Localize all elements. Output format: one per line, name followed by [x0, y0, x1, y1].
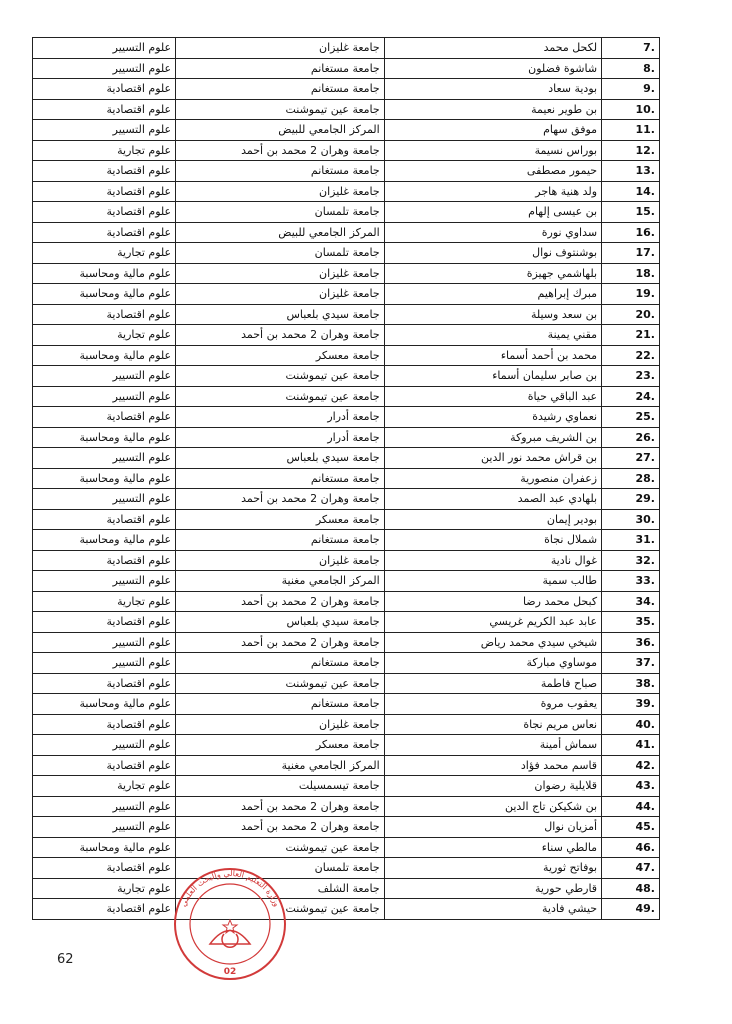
name-cell: زعفران منصورية — [384, 468, 601, 489]
university-cell: جامعة وهران 2 محمد بن أحمد — [176, 591, 385, 612]
university-cell: جامعة عين تيموشنت — [176, 899, 385, 920]
table-row — [33, 304, 660, 325]
table-row — [33, 386, 660, 407]
university-cell: جامعة غليزان — [176, 714, 385, 735]
name-cell: بن سعد وسيلة — [384, 304, 601, 325]
specialty-cell: علوم التسيير — [33, 571, 176, 592]
name-cell: بوراس نسيمة — [384, 140, 601, 161]
name-cell: بن قراش محمد نور الدين — [384, 448, 601, 469]
row-number-cell: 36. — [602, 632, 660, 653]
name-cell: بوفاتح ثورية — [384, 858, 601, 879]
university-cell: جامعة مستغانم — [176, 58, 385, 79]
university-cell: جامعة وهران 2 محمد بن أحمد — [176, 325, 385, 346]
row-number-cell: 24. — [602, 386, 660, 407]
row-number-cell: 16. — [602, 222, 660, 243]
row-number-cell: 22. — [602, 345, 660, 366]
name-cell: قارطي حورية — [384, 878, 601, 899]
name-cell: بودير إيمان — [384, 509, 601, 530]
university-cell: جامعة معسكر — [176, 509, 385, 530]
table-row — [33, 776, 660, 797]
table-row — [33, 222, 660, 243]
row-number-cell: 44. — [602, 796, 660, 817]
name-cell: غوال نادية — [384, 550, 601, 571]
row-number-cell: 17. — [602, 243, 660, 264]
name-cell: شيخي سيدي محمد رياض — [384, 632, 601, 653]
university-cell: جامعة سيدي بلعباس — [176, 304, 385, 325]
table-row — [33, 284, 660, 305]
specialty-cell: علوم اقتصادية — [33, 79, 176, 100]
table-row — [33, 591, 660, 612]
name-cell: بن صابر سليمان أسماء — [384, 366, 601, 387]
name-cell: شاشوة فضلون — [384, 58, 601, 79]
table-row — [33, 263, 660, 284]
name-cell: عبد الباقي حياة — [384, 386, 601, 407]
row-number-cell: 27. — [602, 448, 660, 469]
university-cell: جامعة غليزان — [176, 284, 385, 305]
specialty-cell: علوم مالية ومحاسبة — [33, 427, 176, 448]
name-cell: طالب سمية — [384, 571, 601, 592]
table-row — [33, 202, 660, 223]
table-row — [33, 243, 660, 264]
name-cell: موساوي مباركة — [384, 653, 601, 674]
specialty-cell: علوم التسيير — [33, 632, 176, 653]
table-row — [33, 817, 660, 838]
row-number-cell: 26. — [602, 427, 660, 448]
specialty-cell: علوم التسيير — [33, 796, 176, 817]
row-number-cell: 34. — [602, 591, 660, 612]
row-number-cell: 47. — [602, 858, 660, 879]
specialty-cell: علوم التسيير — [33, 120, 176, 141]
row-number-cell: 19. — [602, 284, 660, 305]
name-cell: حيمور مصطفى — [384, 161, 601, 182]
row-number-cell: 35. — [602, 612, 660, 633]
specialty-cell: علوم تجارية — [33, 243, 176, 264]
table-row — [33, 140, 660, 161]
university-cell: جامعة وهران 2 محمد بن أحمد — [176, 632, 385, 653]
row-number-cell: 25. — [602, 407, 660, 428]
university-cell: المركز الجامعي مغنية — [176, 571, 385, 592]
name-cell: بن شكيكن تاج الدين — [384, 796, 601, 817]
seal-number: 02 — [223, 967, 237, 977]
specialty-cell: علوم التسيير — [33, 817, 176, 838]
university-cell: جامعة معسكر — [176, 735, 385, 756]
table-row — [33, 735, 660, 756]
table-row — [33, 489, 660, 510]
name-cell: بن طوير نعيمة — [384, 99, 601, 120]
specialty-cell: علوم التسيير — [33, 735, 176, 756]
specialty-cell: علوم اقتصادية — [33, 407, 176, 428]
university-cell: جامعة غليزان — [176, 181, 385, 202]
name-cell: قلايلية رضوان — [384, 776, 601, 797]
name-cell: شملال نجاة — [384, 530, 601, 551]
specialty-cell: علوم تجارية — [33, 591, 176, 612]
specialty-cell: علوم التسيير — [33, 653, 176, 674]
specialty-cell: علوم اقتصادية — [33, 161, 176, 182]
table-row — [33, 325, 660, 346]
table-row — [33, 38, 660, 59]
university-cell: جامعة وهران 2 محمد بن أحمد — [176, 489, 385, 510]
name-cell: حيشي فادية — [384, 899, 601, 920]
results-table — [32, 37, 660, 920]
row-number-cell: 23. — [602, 366, 660, 387]
name-cell: قاسم محمد فؤاد — [384, 755, 601, 776]
row-number-cell: 8. — [602, 58, 660, 79]
table-row — [33, 694, 660, 715]
university-cell: جامعة مستغانم — [176, 653, 385, 674]
specialty-cell: علوم التسيير — [33, 366, 176, 387]
university-cell: جامعة معسكر — [176, 345, 385, 366]
name-cell: لكحل محمد — [384, 38, 601, 59]
university-cell: المركز الجامعي للبيض — [176, 120, 385, 141]
row-number-cell: 43. — [602, 776, 660, 797]
row-number-cell: 33. — [602, 571, 660, 592]
seal-text-top: وزارة التعليم العالي والبحث العلمي — [178, 868, 282, 908]
university-cell: جامعة الشلف — [176, 878, 385, 899]
specialty-cell: علوم اقتصادية — [33, 714, 176, 735]
table-row — [33, 550, 660, 571]
specialty-cell: علوم التسيير — [33, 386, 176, 407]
name-cell: بوشنتوف نوال — [384, 243, 601, 264]
table-body — [33, 38, 660, 920]
official-seal-stamp — [170, 862, 290, 992]
table-row — [33, 427, 660, 448]
table-row — [33, 509, 660, 530]
row-number-cell: 18. — [602, 263, 660, 284]
specialty-cell: علوم تجارية — [33, 776, 176, 797]
row-number-cell: 41. — [602, 735, 660, 756]
specialty-cell: علوم التسيير — [33, 58, 176, 79]
name-cell: كبحل محمد رضا — [384, 591, 601, 612]
specialty-cell: علوم اقتصادية — [33, 899, 176, 920]
row-number-cell: 40. — [602, 714, 660, 735]
university-cell: جامعة أدرار — [176, 407, 385, 428]
university-cell: جامعة سيدي بلعباس — [176, 448, 385, 469]
university-cell: جامعة سيدي بلعباس — [176, 612, 385, 633]
table-row — [33, 878, 660, 899]
row-number-cell: 21. — [602, 325, 660, 346]
specialty-cell: علوم اقتصادية — [33, 304, 176, 325]
university-cell: جامعة تيسمسيلت — [176, 776, 385, 797]
university-cell: جامعة مستغانم — [176, 468, 385, 489]
university-cell: جامعة عين تيموشنت — [176, 673, 385, 694]
name-cell: عابد عبد الكريم غريسي — [384, 612, 601, 633]
university-cell: جامعة تلمسان — [176, 243, 385, 264]
specialty-cell: علوم اقتصادية — [33, 673, 176, 694]
specialty-cell: علوم اقتصادية — [33, 202, 176, 223]
row-number-cell: 31. — [602, 530, 660, 551]
table-row — [33, 79, 660, 100]
row-number-cell: 11. — [602, 120, 660, 141]
name-cell: مقني يمينة — [384, 325, 601, 346]
name-cell: ولد هنية هاجر — [384, 181, 601, 202]
specialty-cell: علوم التسيير — [33, 448, 176, 469]
row-number-cell: 7. — [602, 38, 660, 59]
name-cell: بن الشريف مبروكة — [384, 427, 601, 448]
table-row — [33, 407, 660, 428]
specialty-cell: علوم اقتصادية — [33, 509, 176, 530]
specialty-cell: علوم اقتصادية — [33, 99, 176, 120]
university-cell: جامعة أدرار — [176, 427, 385, 448]
table-row — [33, 653, 660, 674]
table-row — [33, 714, 660, 735]
table-row — [33, 632, 660, 653]
name-cell: نعاس مريم نجاة — [384, 714, 601, 735]
table-row — [33, 530, 660, 551]
page-number: 62 — [57, 952, 74, 967]
table-row — [33, 345, 660, 366]
university-cell: جامعة عين تيموشنت — [176, 837, 385, 858]
table-row — [33, 120, 660, 141]
row-number-cell: 20. — [602, 304, 660, 325]
name-cell: يعقوب مروة — [384, 694, 601, 715]
table-row — [33, 612, 660, 633]
table-row — [33, 468, 660, 489]
specialty-cell: علوم مالية ومحاسبة — [33, 345, 176, 366]
table-row — [33, 673, 660, 694]
table-row — [33, 161, 660, 182]
name-cell: مبرك إبراهيم — [384, 284, 601, 305]
university-cell: جامعة مستغانم — [176, 79, 385, 100]
table-row — [33, 755, 660, 776]
row-number-cell: 29. — [602, 489, 660, 510]
specialty-cell: علوم مالية ومحاسبة — [33, 530, 176, 551]
row-number-cell: 14. — [602, 181, 660, 202]
university-cell: جامعة غليزان — [176, 550, 385, 571]
university-cell: جامعة غليزان — [176, 263, 385, 284]
row-number-cell: 45. — [602, 817, 660, 838]
name-cell: بلهاشمي جهيزة — [384, 263, 601, 284]
table-row — [33, 571, 660, 592]
specialty-cell: علوم تجارية — [33, 140, 176, 161]
university-cell: جامعة وهران 2 محمد بن أحمد — [176, 796, 385, 817]
row-number-cell: 49. — [602, 899, 660, 920]
specialty-cell: علوم التسيير — [33, 38, 176, 59]
specialty-cell: علوم التسيير — [33, 489, 176, 510]
name-cell: نعماوي رشيدة — [384, 407, 601, 428]
university-cell: جامعة غليزان — [176, 38, 385, 59]
name-cell: بلهادي عبد الصمد — [384, 489, 601, 510]
table-row — [33, 448, 660, 469]
name-cell: بودية سعاد — [384, 79, 601, 100]
name-cell: محمد بن أحمد أسماء — [384, 345, 601, 366]
row-number-cell: 10. — [602, 99, 660, 120]
row-number-cell: 38. — [602, 673, 660, 694]
university-cell: جامعة وهران 2 محمد بن أحمد — [176, 140, 385, 161]
specialty-cell: علوم اقتصادية — [33, 181, 176, 202]
specialty-cell: علوم مالية ومحاسبة — [33, 694, 176, 715]
university-cell: جامعة عين تيموشنت — [176, 386, 385, 407]
university-cell: جامعة مستغانم — [176, 530, 385, 551]
name-cell: سماش أمينة — [384, 735, 601, 756]
row-number-cell: 42. — [602, 755, 660, 776]
specialty-cell: علوم اقتصادية — [33, 612, 176, 633]
table-row — [33, 58, 660, 79]
table-row — [33, 99, 660, 120]
table-row — [33, 837, 660, 858]
row-number-cell: 15. — [602, 202, 660, 223]
university-cell: المركز الجامعي مغنية — [176, 755, 385, 776]
specialty-cell: علوم اقتصادية — [33, 858, 176, 879]
specialty-cell: علوم تجارية — [33, 878, 176, 899]
specialty-cell: علوم اقتصادية — [33, 550, 176, 571]
university-cell: جامعة تلمسان — [176, 202, 385, 223]
row-number-cell: 39. — [602, 694, 660, 715]
row-number-cell: 28. — [602, 468, 660, 489]
specialty-cell: علوم اقتصادية — [33, 755, 176, 776]
name-cell: مالطي سناء — [384, 837, 601, 858]
table-row — [33, 796, 660, 817]
university-cell: جامعة عين تيموشنت — [176, 99, 385, 120]
table-row — [33, 181, 660, 202]
university-cell: جامعة مستغانم — [176, 161, 385, 182]
row-number-cell: 12. — [602, 140, 660, 161]
row-number-cell: 13. — [602, 161, 660, 182]
university-cell: جامعة عين تيموشنت — [176, 366, 385, 387]
specialty-cell: علوم مالية ومحاسبة — [33, 468, 176, 489]
row-number-cell: 9. — [602, 79, 660, 100]
name-cell: صباح فاطمة — [384, 673, 601, 694]
specialty-cell: علوم اقتصادية — [33, 222, 176, 243]
specialty-cell: علوم مالية ومحاسبة — [33, 263, 176, 284]
name-cell: أمزيان نوال — [384, 817, 601, 838]
name-cell: موفق سهام — [384, 120, 601, 141]
university-cell: المركز الجامعي للبيض — [176, 222, 385, 243]
name-cell: سداوي نورة — [384, 222, 601, 243]
specialty-cell: علوم مالية ومحاسبة — [33, 837, 176, 858]
table-row — [33, 899, 660, 920]
row-number-cell: 48. — [602, 878, 660, 899]
row-number-cell: 32. — [602, 550, 660, 571]
row-number-cell: 37. — [602, 653, 660, 674]
specialty-cell: علوم تجارية — [33, 325, 176, 346]
specialty-cell: علوم مالية ومحاسبة — [33, 284, 176, 305]
university-cell: جامعة مستغانم — [176, 694, 385, 715]
row-number-cell: 30. — [602, 509, 660, 530]
university-cell: جامعة تلمسان — [176, 858, 385, 879]
name-cell: بن عيسى إلهام — [384, 202, 601, 223]
table-row — [33, 366, 660, 387]
row-number-cell: 46. — [602, 837, 660, 858]
university-cell: جامعة وهران 2 محمد بن أحمد — [176, 817, 385, 838]
table-row — [33, 858, 660, 879]
